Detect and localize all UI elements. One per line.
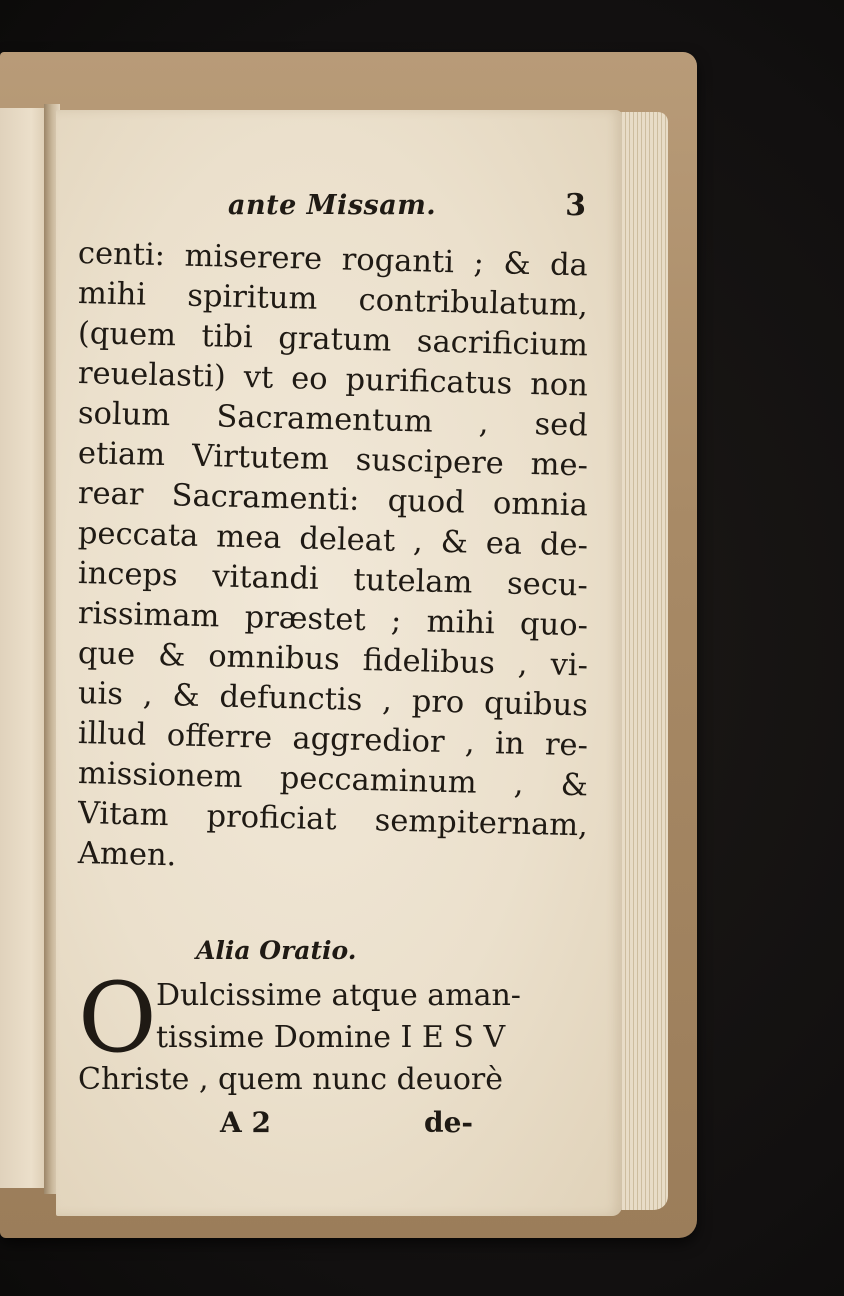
text-line: (quem tibi gratum sacrificium (77, 316, 589, 364)
page-text-block (78, 188, 588, 1150)
right-page (56, 110, 622, 1216)
prayer-paragraph (78, 962, 588, 1102)
text-line: peccata mea deleat , & ea de- (77, 516, 589, 564)
text-line: mihi spiritum contribulatum, (77, 276, 589, 324)
text-line: Amen. (77, 836, 177, 874)
page-footer (78, 1106, 588, 1150)
text-line: reuelasti) vt eo purificatus non (77, 356, 589, 404)
signature-mark: A 2 (220, 1106, 271, 1139)
text-line: rissimam præstet ; mihi quo- (77, 596, 589, 644)
text-line: rear Sacramenti: quod omnia (77, 476, 589, 524)
text-line: Christe , quem nunc deuorè (78, 1062, 504, 1097)
drop-initial: O (78, 962, 157, 1074)
catchword: de- (424, 1106, 474, 1139)
text-line: solum Sacramentum , sed (77, 396, 589, 444)
section-heading: Alia Oratio. (196, 936, 357, 965)
text-line: tissime Domine I E S V (156, 1020, 506, 1055)
body-text (78, 234, 588, 874)
text-line: missionem peccaminum , & (77, 756, 589, 804)
text-line: Dulcissime atque aman- (156, 978, 521, 1013)
text-line: que & omnibus fidelibus , vi- (77, 636, 589, 684)
text-line: inceps vitandi tutelam secu- (77, 556, 589, 604)
text-line: Vitam proficiat sempiternam, (77, 796, 589, 844)
text-line: illud offerre aggredior , in re- (77, 716, 589, 764)
text-line: etiam Virtutem suscipere me- (77, 436, 589, 484)
running-head: ante Missam. (228, 190, 437, 221)
text-line: uis , & defunctis , pro quibus (77, 676, 589, 724)
page-number: 3 (565, 188, 586, 223)
text-line: centi: miserere roganti ; & da (77, 236, 589, 284)
page-header (78, 188, 588, 234)
